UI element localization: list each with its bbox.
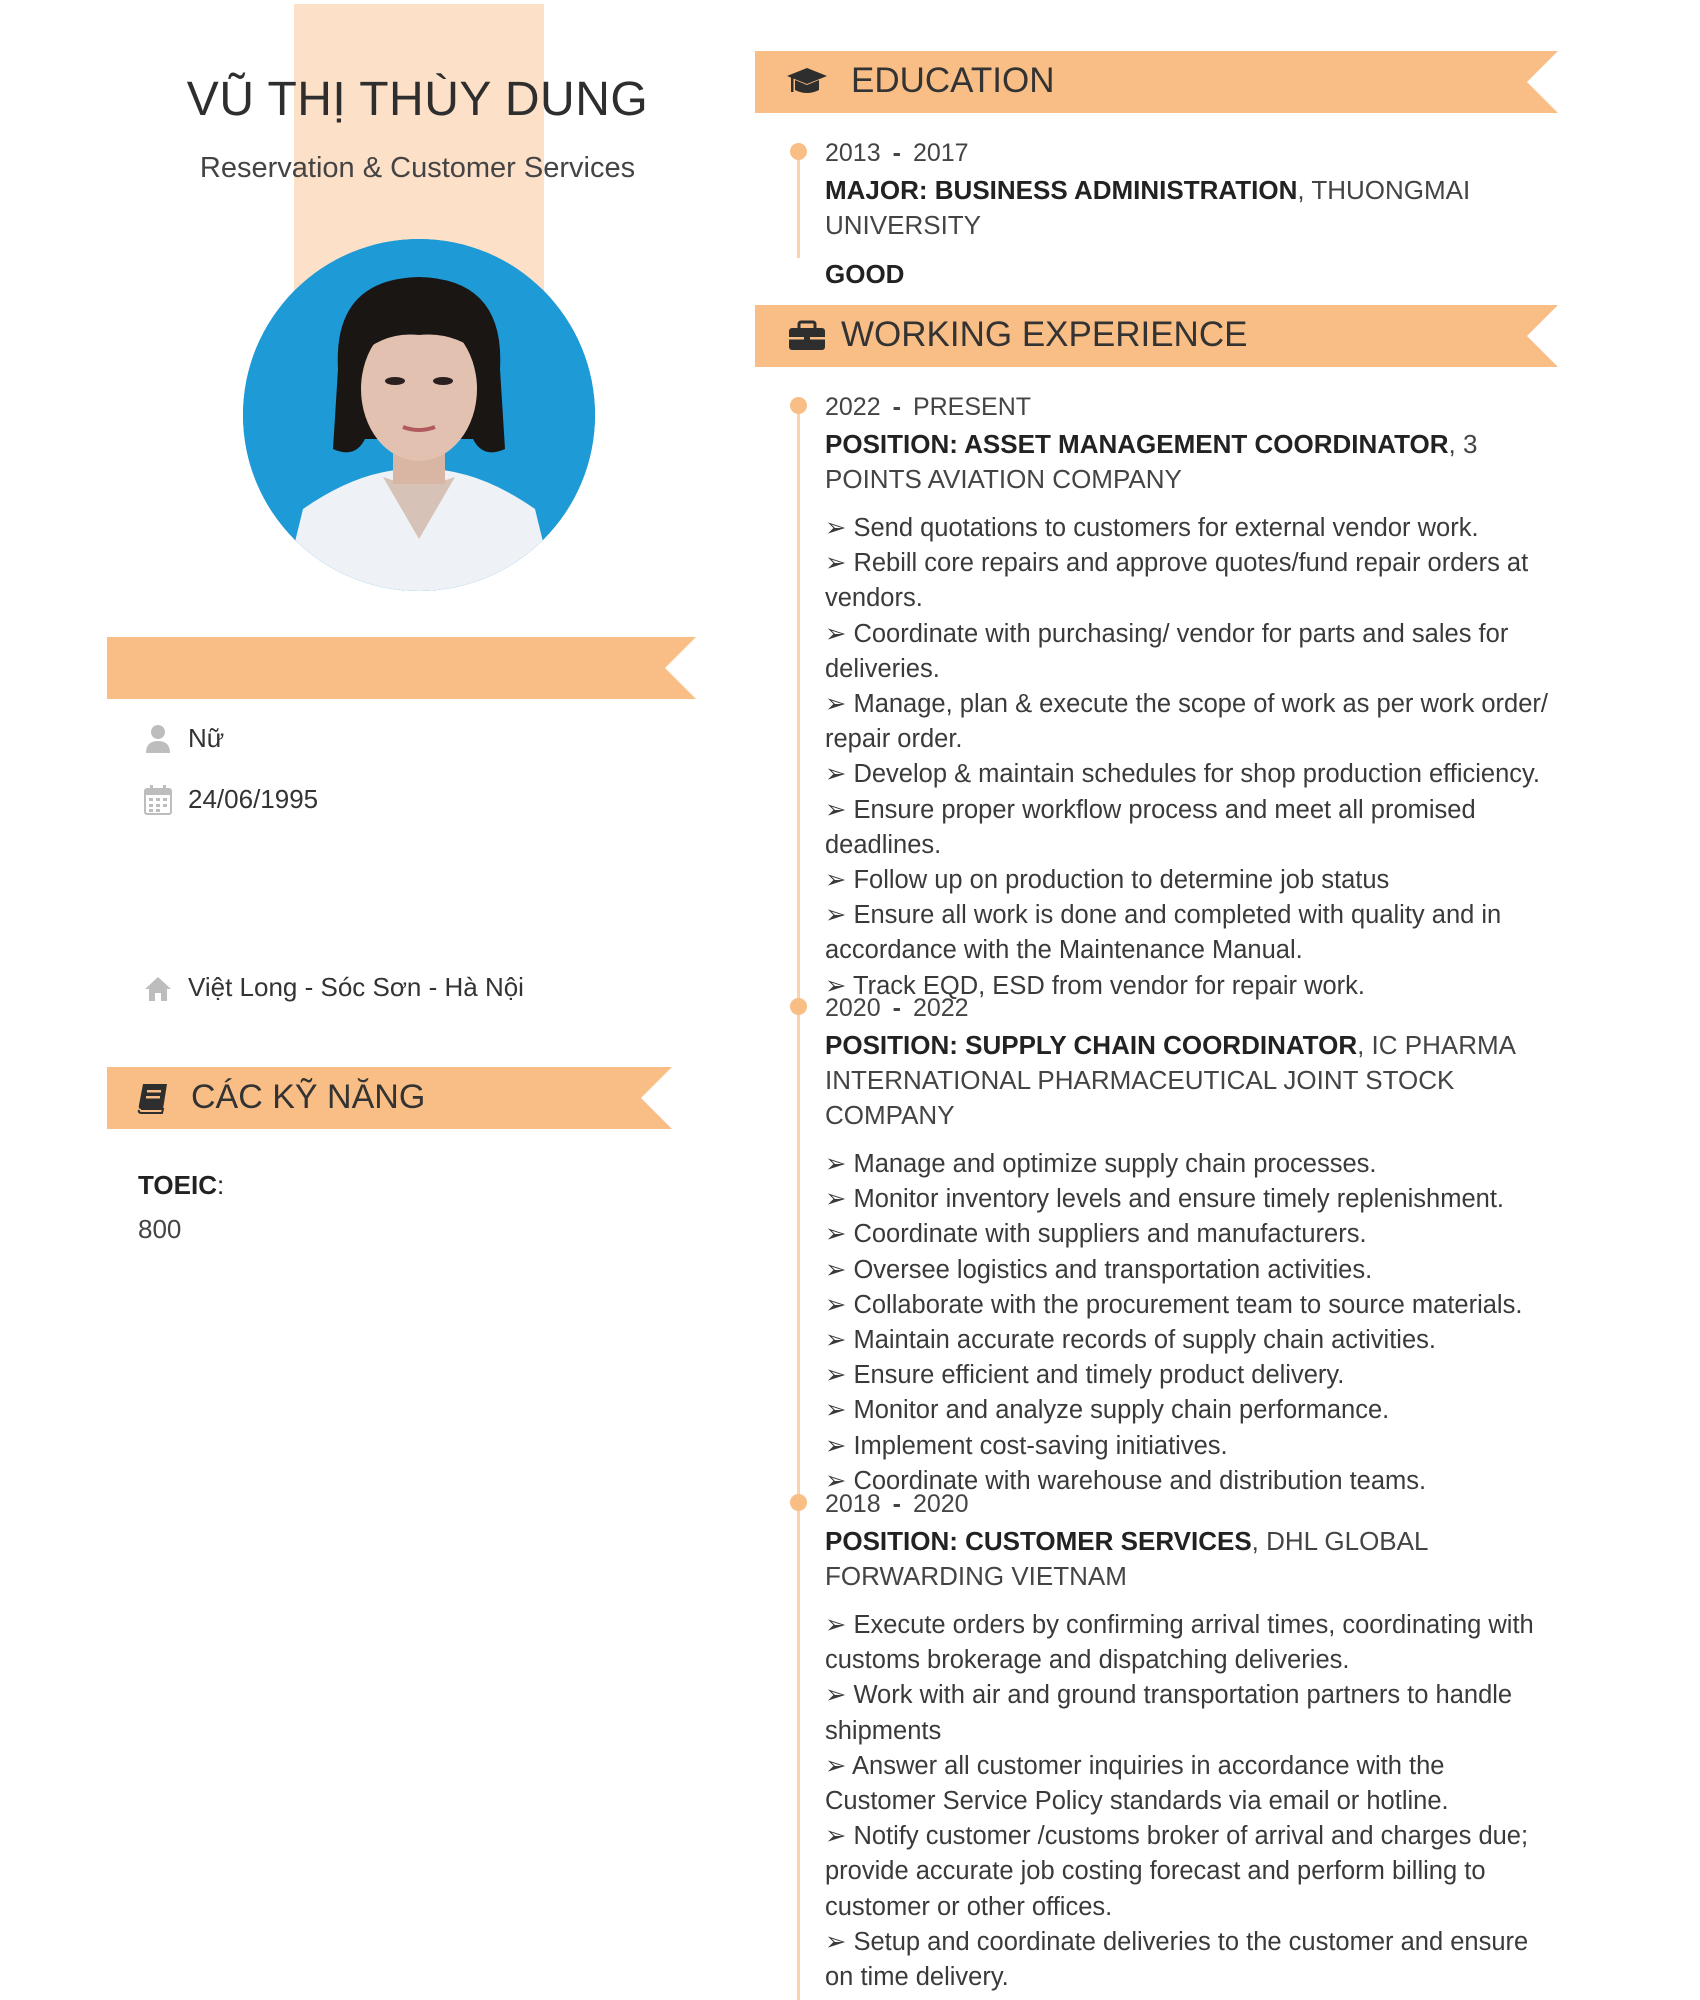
experience-entry — [825, 992, 1560, 1499]
graduation-cap-icon — [785, 64, 829, 100]
date-end: 2020 — [912, 1490, 969, 1518]
gender-text: Nữ — [188, 723, 225, 753]
skill-value: 800 — [138, 1214, 182, 1244]
contact-gender — [144, 723, 224, 754]
timeline-dot — [790, 998, 807, 1015]
contact-address — [144, 972, 524, 1003]
duty-item: ➢ Implement cost-saving initiatives. — [825, 1431, 1228, 1460]
entry-dates — [825, 1488, 1560, 1520]
duty-item: ➢ Develop & maintain schedules for shop production efficiency. — [825, 760, 1540, 789]
date-start: 2018 — [825, 1490, 881, 1518]
user-icon — [144, 724, 172, 754]
company-name: , DHL GLOBAL FORWARDING VIETNAM — [825, 1526, 1428, 1591]
timeline-dot — [790, 1494, 807, 1511]
duty-item: ➢ Ensure all work is done and completed with quality and in accordance with the Maintenance Manual. — [825, 901, 1502, 965]
education-timeline — [797, 150, 800, 258]
date-start: 2022 — [825, 393, 881, 421]
position-title: POSITION: ASSET MANAGEMENT COORDINATOR — [825, 429, 1449, 459]
duty-list — [825, 1608, 1560, 1995]
banner-notch — [641, 1067, 672, 1129]
education-entry — [825, 137, 1560, 290]
duty-item: ➢ Ensure proper workflow process and meet all promised deadlines. — [825, 795, 1476, 859]
duty-item: ➢ Monitor and analyze supply chain performance. — [825, 1396, 1390, 1425]
contact-birthday — [144, 784, 318, 815]
avatar — [243, 239, 595, 591]
company-name: , IC PHARMA INTERNATIONAL PHARMACEUTICAL JOINT STOCK COMPANY — [825, 1030, 1515, 1130]
timeline-dot — [790, 397, 807, 414]
contact-banner — [107, 637, 696, 699]
position-title: POSITION: SUPPLY CHAIN COORDINATOR — [825, 1030, 1358, 1060]
duty-item: ➢ Collaborate with the procurement team to source materials. — [825, 1290, 1523, 1319]
banner-notch — [1527, 51, 1558, 113]
profile-photo — [243, 239, 595, 591]
book-icon — [137, 1081, 171, 1115]
date-separator: - — [892, 1490, 901, 1518]
duty-list — [825, 1147, 1560, 1499]
skills-banner — [107, 1067, 672, 1129]
experience-title: WORKING EXPERIENCE — [841, 315, 1248, 354]
calendar-icon — [144, 785, 172, 815]
entry-dates — [825, 137, 1560, 169]
duty-item: ➢ Monitor inventory levels and ensure timely replenishment. — [825, 1185, 1505, 1214]
grade: GOOD — [825, 259, 905, 289]
experience-entry — [825, 1488, 1560, 1995]
skill-colon: : — [216, 1170, 225, 1200]
candidate-subtitle: Reservation & Customer Services — [199, 152, 636, 184]
date-end: 2017 — [912, 139, 969, 167]
entry-heading — [825, 1028, 1560, 1133]
date-end: 2022 — [912, 994, 969, 1022]
education-title: EDUCATION — [851, 61, 1055, 100]
experience-banner — [755, 305, 1558, 367]
entry-heading — [825, 1524, 1560, 1594]
duty-item: ➢ Track EQD, ESD from vendor for repair work. — [825, 971, 1366, 1000]
experience-timeline — [797, 404, 800, 2000]
duty-item: ➢ Manage and optimize supply chain processes. — [825, 1150, 1377, 1178]
birthday-text: 24/06/1995 — [188, 784, 319, 814]
timeline-dot — [790, 143, 807, 160]
entry-heading — [825, 427, 1560, 497]
date-start: 2013 — [825, 139, 881, 167]
briefcase-icon — [785, 318, 829, 354]
date-separator: - — [892, 393, 901, 421]
duty-item: ➢ Work with air and ground transportation partners to handle shipments — [825, 1681, 1513, 1745]
duty-item: ➢ Coordinate with suppliers and manufacturers. — [825, 1220, 1367, 1249]
banner-notch — [665, 637, 696, 699]
duty-list — [825, 511, 1560, 1004]
entry-dates — [825, 391, 1560, 423]
skills-title: CÁC KỸ NĂNG — [191, 1078, 426, 1116]
skill-item — [138, 1170, 224, 1201]
date-end: PRESENT — [912, 393, 1032, 421]
duty-item: ➢ Ensure efficient and timely product delivery. — [825, 1361, 1345, 1390]
position-title: POSITION: CUSTOMER SERVICES — [825, 1526, 1252, 1556]
company-name: , 3 POINTS AVIATION COMPANY — [825, 429, 1478, 494]
address-text: Việt Long - Sóc Sơn - Hà Nội — [188, 972, 524, 1002]
date-separator: - — [892, 994, 901, 1022]
home-icon — [144, 973, 172, 1003]
duty-item: ➢ Coordinate with warehouse and distribution teams. — [825, 1466, 1427, 1495]
date-separator: - — [892, 139, 901, 167]
major-label: MAJOR: BUSINESS ADMINISTRATION — [825, 175, 1298, 205]
duty-item: ➢ Follow up on production to determine job status — [825, 866, 1390, 895]
date-start: 2020 — [825, 994, 881, 1022]
duty-item: ➢ Maintain accurate records of supply chain activities. — [825, 1326, 1436, 1355]
school-name: , THUONGMAI UNIVERSITY — [825, 175, 1471, 240]
duty-item: ➢ Send quotations to customers for external vendor work. — [825, 514, 1479, 542]
duty-item: ➢ Setup and coordinate deliveries to the customer and ensure on time delivery. — [825, 1927, 1529, 1992]
banner-notch — [1527, 305, 1558, 367]
duty-item: ➢ Coordinate with purchasing/ vendor for parts and sales for deliveries. — [825, 619, 1509, 683]
duty-item: ➢ Oversee logistics and transportation activities. — [825, 1255, 1373, 1284]
duty-item: ➢ Notify customer /customs broker of arrival and charges due; provide accurate job costing forecast and perform billing to customer or other offices. — [825, 1822, 1529, 1921]
skill-name: TOEIC — [138, 1170, 217, 1200]
candidate-name: VŨ THỊ THÙY DUNG — [186, 73, 649, 126]
entry-heading — [825, 173, 1560, 243]
duty-item: ➢ Answer all customer inquiries in accordance with the Customer Service Policy standards via email or hotline. — [825, 1751, 1449, 1816]
experience-entry — [825, 391, 1560, 1004]
duty-item: ➢ Rebill core repairs and approve quotes/fund repair orders at vendors. — [825, 549, 1529, 613]
education-banner — [755, 51, 1558, 113]
duty-item: ➢ Manage, plan & execute the scope of work as per work order/ repair order. — [825, 690, 1548, 754]
entry-dates — [825, 992, 1560, 1024]
duty-item: ➢ Execute orders by confirming arrival times, coordinating with customs brokerage and dispatching deliveries. — [825, 1611, 1534, 1675]
